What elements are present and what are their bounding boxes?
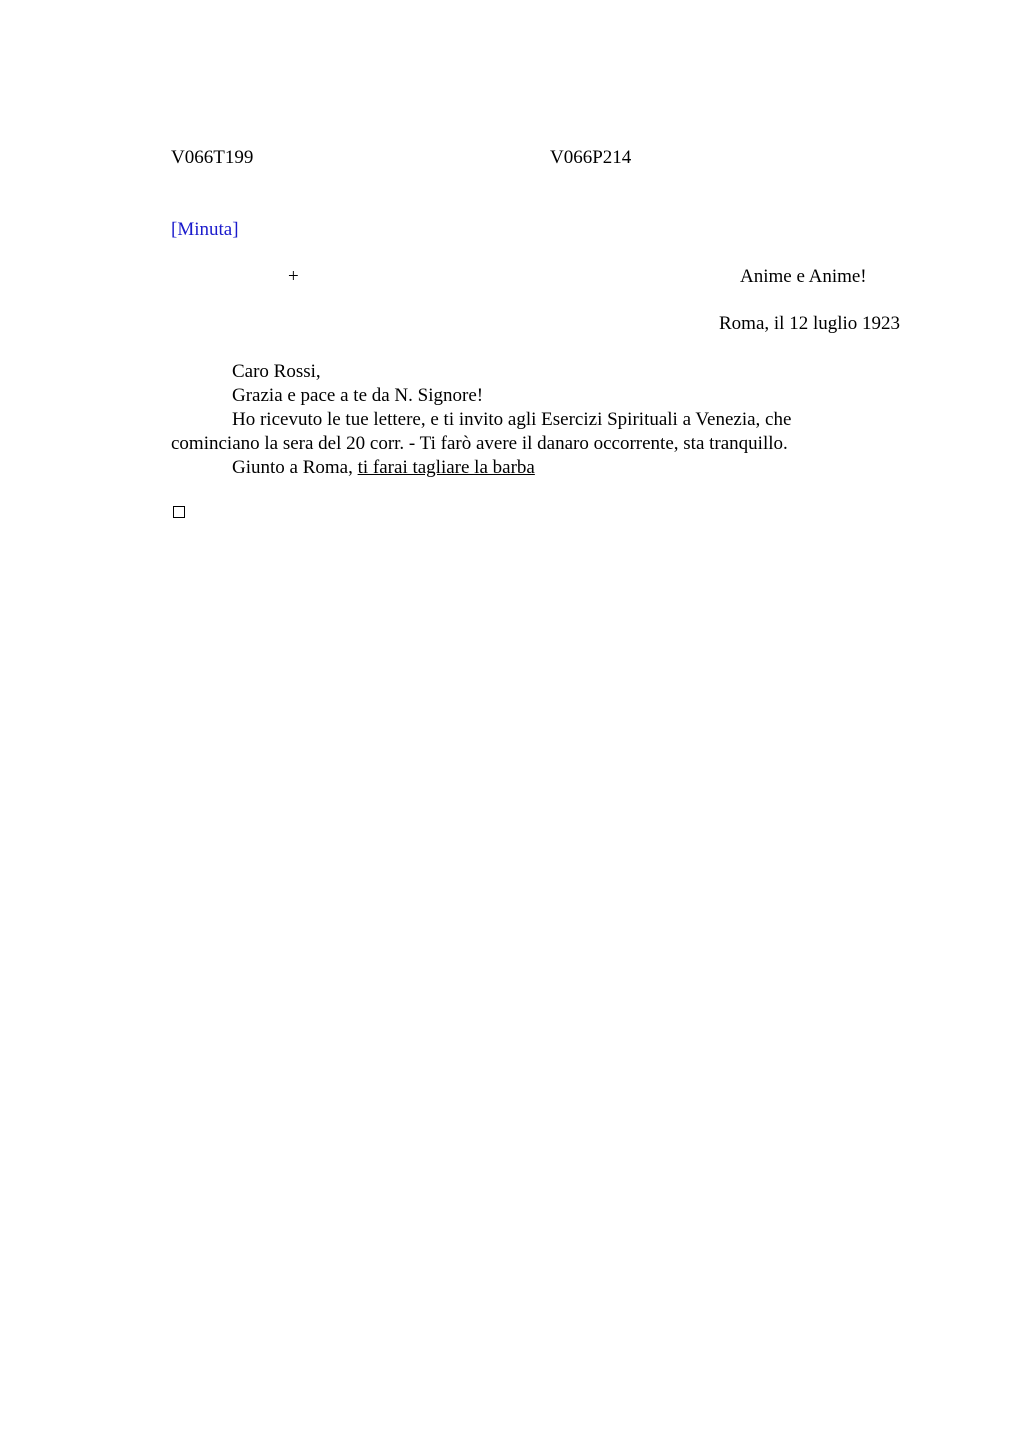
document-code-left: V066T199 bbox=[171, 147, 254, 168]
date-line: Roma, il 12 luglio 1923 bbox=[719, 313, 901, 334]
letter-body bbox=[171, 360, 861, 480]
minuta-note: [Minuta] bbox=[171, 219, 239, 240]
document-code-right: V066P214 bbox=[550, 147, 632, 168]
greeting: Grazia e pace a te da N. Signore! bbox=[232, 385, 484, 406]
motto: Anime e Anime! bbox=[740, 266, 867, 287]
paragraph-2-underlined: ti farai tagliare la barba bbox=[357, 457, 535, 478]
paragraph-1: Ho ricevuto le tue lettere, e ti invito agli Esercizi Spirituali a Venezia, che cominciano la sera del 20 corr. - Ti farò avere il danaro occorrente, sta tranquillo. bbox=[171, 409, 792, 454]
paragraph-2-start: Giunto a Roma, bbox=[232, 457, 358, 478]
cross-symbol: + bbox=[288, 266, 299, 287]
empty-box-icon bbox=[173, 506, 185, 518]
paragraph-2 bbox=[171, 456, 861, 480]
salutation: Caro Rossi, bbox=[232, 361, 321, 382]
